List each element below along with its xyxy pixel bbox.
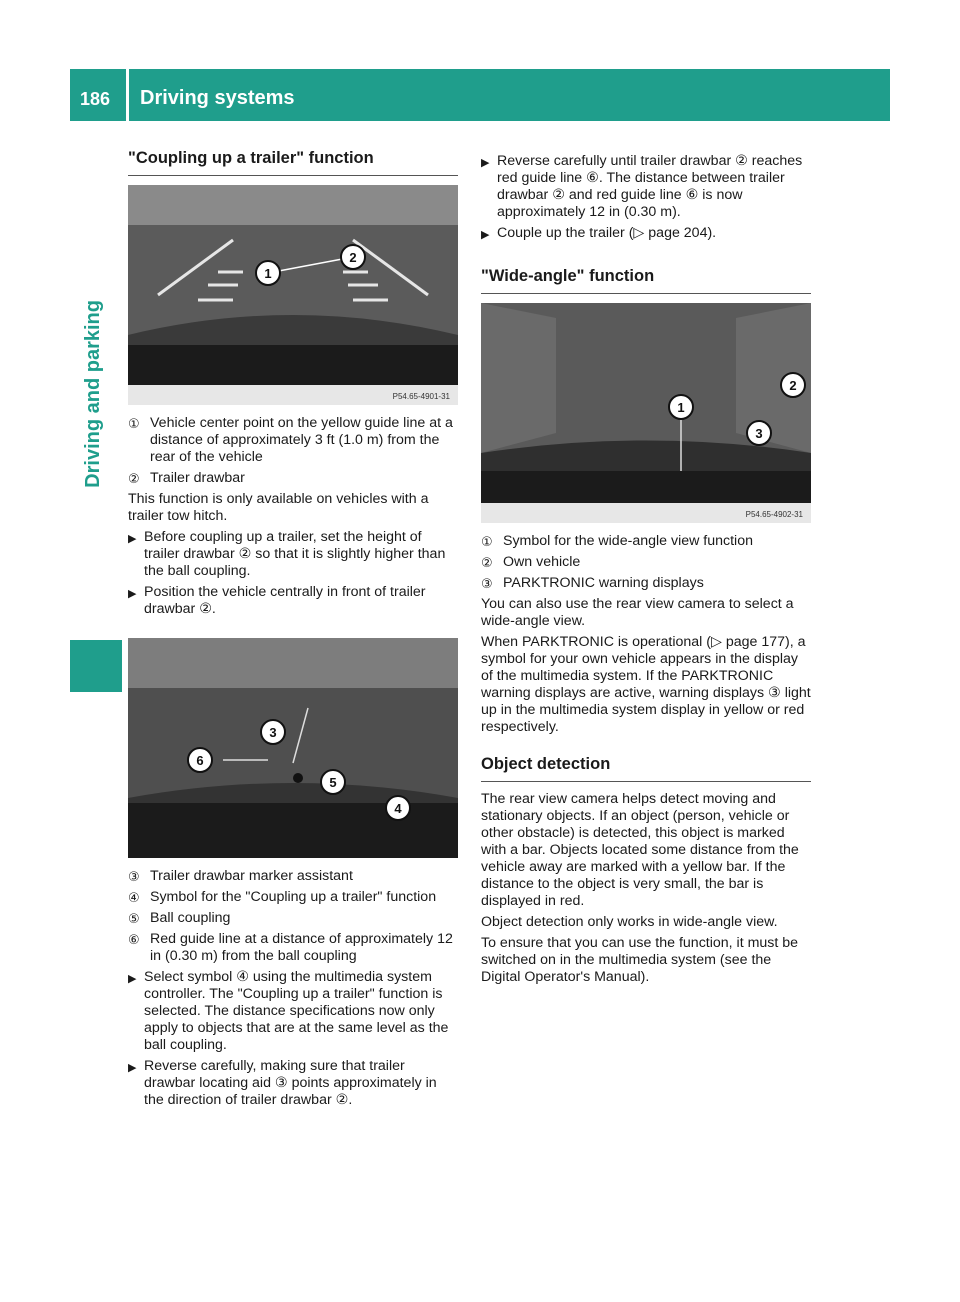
legend-item: ⑤ Ball coupling [128, 910, 231, 926]
callout-1 [669, 395, 693, 419]
heading-wide-angle: "Wide-angle" function [481, 268, 811, 294]
legend-item: ③ PARKTRONIC warning displays [481, 575, 704, 591]
callout-3 [261, 720, 285, 744]
instruction-step: ▶ Position the vehicle centrally in front of trailer drawbar ②. [128, 584, 426, 617]
legend-item: ⑥ Red guide line at a distance of approximately 12 in (0.30 m) from the ball coupling [128, 931, 453, 964]
svg-text:5: 5 [329, 775, 337, 790]
legend-item: ④ Symbol for the "Coupling up a trailer" function [128, 889, 437, 905]
paragraph: Object detection only works in wide-angle view. [481, 914, 778, 930]
header-divider [126, 69, 129, 121]
side-tab-marker [70, 640, 122, 692]
paragraph: You can also use the rear view camera to select a wide-angle view. [481, 596, 794, 629]
paragraph: To ensure that you can use the function, it must be switched on in the multimedia system (see the Digital Operator's Manual). [481, 935, 799, 985]
svg-text:3: 3 [755, 426, 763, 441]
paragraph: The rear view camera helps detect moving and stationary objects. If an object (person, vehicle or other obstacle) is detected, this object is marked with a bar. Objects located some distance from the vehicle away are marked with a yellow bar. If the distance to the object is very small, the bar is displayed in red. [481, 791, 799, 909]
camera-image-coupling-1 [128, 185, 458, 405]
callout-4 [386, 796, 410, 820]
svg-text:2: 2 [349, 250, 357, 265]
legend-list-2 [128, 868, 458, 965]
svg-text:6: 6 [196, 753, 204, 768]
legend-item: ③ Trailer drawbar marker assistant [128, 868, 353, 884]
instruction-step: ▶ Reverse carefully, making sure that trailer drawbar locating aid ③ points approximately in the direction of trailer drawbar ②. [128, 1058, 437, 1108]
svg-text:4: 4 [394, 801, 402, 816]
callout-2 [341, 245, 365, 269]
svg-text:3: 3 [269, 725, 277, 740]
callout-3 [747, 421, 771, 445]
camera-image-wide-angle [481, 303, 811, 523]
instruction-step: ▶ Reverse carefully until trailer drawbar ② reaches red guide line ⑥. The distance between trailer drawbar ② and red guide line ⑥ is now approximately 12 in (0.30 m). [481, 153, 803, 220]
instruction-step: ▶ Select symbol ④ using the multimedia system controller. The "Coupling up a trailer" function is selected. The distance specifications now only apply to objects that are at the same level as the ball coupling. [128, 969, 449, 1053]
paragraph: When PARKTRONIC is operational (▷ page 177), a symbol for your own vehicle appears in the display of the multimedia system. If the PARKTRONIC warning displays are active, warning displays ③ light up in the multimedia system display in yellow or red respectively. [481, 634, 811, 735]
page-number: 186 [80, 89, 111, 109]
image-code: P54.65-4902-31 [745, 510, 803, 519]
legend-item: ② Own vehicle [481, 554, 581, 570]
svg-text:1: 1 [677, 400, 685, 415]
legend-item: ① Symbol for the wide-angle view function [481, 533, 753, 549]
legend-list-1 [128, 415, 458, 487]
section-title: Driving systems [140, 87, 295, 109]
svg-text:1: 1 [264, 266, 272, 281]
image-code: P54.65-4901-31 [392, 392, 450, 401]
heading-coupling: "Coupling up a trailer" function [128, 150, 458, 176]
heading-object-detection: Object detection [481, 756, 811, 782]
instruction-step: ▶ Couple up the trailer (▷ page 204). [481, 225, 717, 241]
page-header [70, 69, 890, 121]
paragraph: This function is only available on vehicles with a trailer tow hitch. [128, 491, 429, 524]
svg-text:2: 2 [789, 378, 797, 393]
callout-6 [188, 748, 212, 772]
camera-image-coupling-2 [128, 638, 458, 858]
callout-1 [256, 261, 280, 285]
legend-item: ② Trailer drawbar [128, 470, 245, 486]
left-column [128, 150, 458, 1109]
callout-5 [321, 770, 345, 794]
instruction-step: ▶ Before coupling up a trailer, set the height of trailer drawbar ② so that it is slightly higher than the ball coupling. [128, 529, 446, 579]
legend-list-3 [481, 533, 811, 592]
right-column [481, 150, 811, 990]
side-tab [82, 300, 122, 600]
callout-2 [781, 373, 805, 397]
side-tab-label: Driving and parking [82, 300, 104, 488]
legend-item: ① Vehicle center point on the yellow guide line at a distance of approximately 3 ft (1.0 m) from the rear of the vehicle [128, 415, 453, 465]
